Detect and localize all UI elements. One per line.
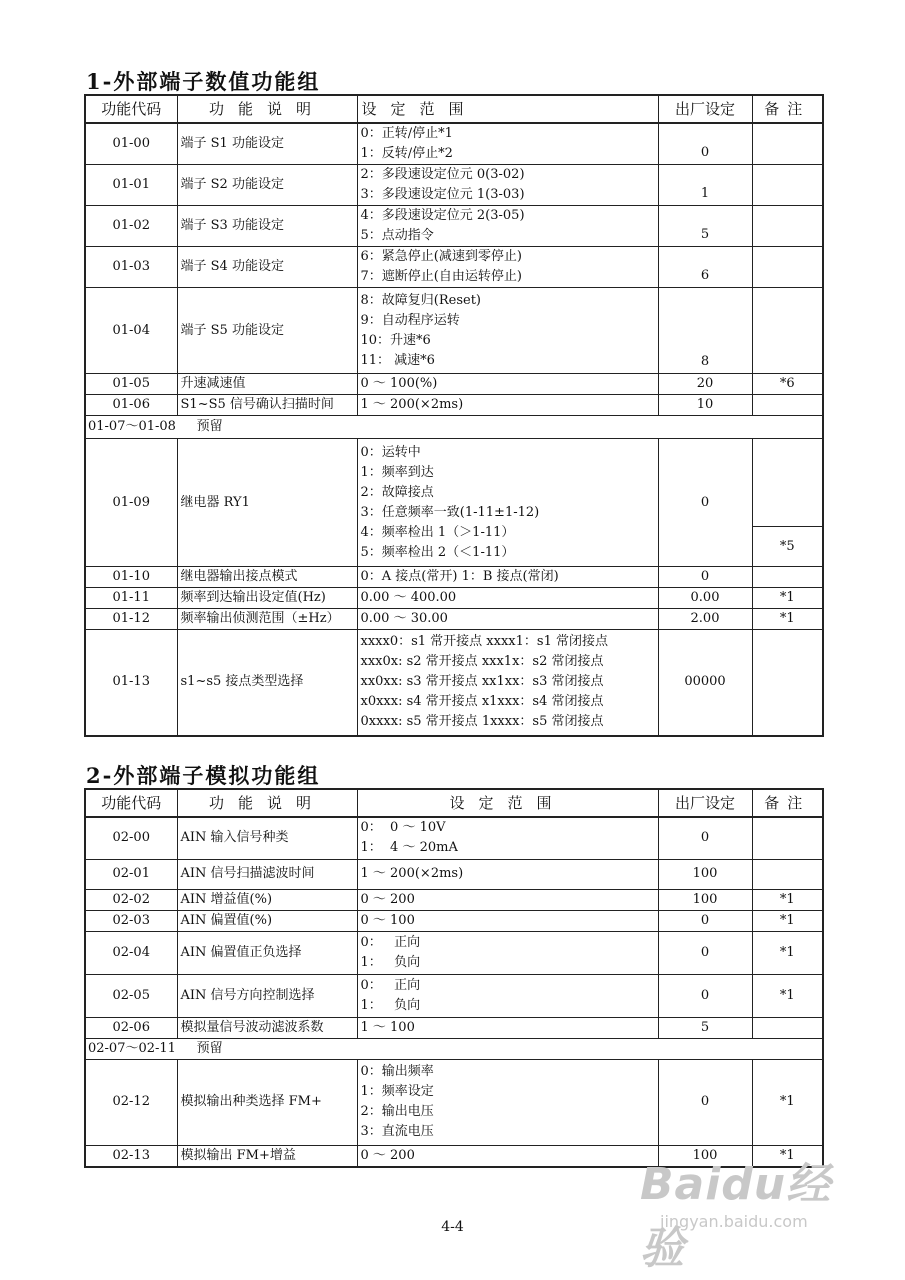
- param-name: s1~s5 接点类型选择: [177, 630, 357, 736]
- param-name: AIN 信号方向控制选择: [177, 974, 357, 1017]
- section2-title: 2-外部端子模拟功能组: [86, 763, 321, 788]
- param-default: 100: [658, 889, 752, 910]
- param-code: 01-03: [85, 247, 177, 288]
- param-default: 0.00: [658, 588, 752, 609]
- param-code: 01-10: [85, 567, 177, 588]
- param-range: 4：多段速设定位元 2(3-05) 5：点动指令: [357, 206, 658, 247]
- param-note: *1: [752, 1145, 823, 1167]
- param-note: [752, 1017, 823, 1038]
- param-range: 0：A 接点(常开) 1：B 接点(常闭): [357, 567, 658, 588]
- param-name: 端子 S5 功能设定: [177, 288, 357, 374]
- param-note: [752, 630, 823, 736]
- param-range: 2：多段速设定位元 0(3-02) 3：多段速设定位元 1(3-03): [357, 165, 658, 206]
- param-note-empty: [752, 439, 823, 527]
- param-note: [752, 817, 823, 859]
- param-code: 01-12: [85, 609, 177, 630]
- param-code: 01-09: [85, 439, 177, 567]
- param-range: 0：输出频率 1：频率设定 2：输出电压 3：直流电压: [357, 1059, 658, 1145]
- param-name: 升速减速值: [177, 374, 357, 395]
- param-default: 100: [658, 1145, 752, 1167]
- table-row: [85, 288, 823, 374]
- param-default: 0: [658, 817, 752, 859]
- param-code: 01-05: [85, 374, 177, 395]
- param-range: 1 ～ 100: [357, 1017, 658, 1038]
- param-default: 100: [658, 859, 752, 889]
- param-name: AIN 增益值(%): [177, 889, 357, 910]
- param-default: 0: [658, 910, 752, 931]
- param-range: 0： 0 ～ 10V 1： 4 ～ 20mA: [357, 817, 658, 859]
- header-default: 出厂设定: [658, 789, 752, 817]
- param-note: [752, 567, 823, 588]
- param-default: 5: [658, 206, 752, 247]
- param-note: [752, 123, 823, 165]
- table-row: [85, 817, 823, 859]
- param-code: 02-12: [85, 1059, 177, 1145]
- param-range: 0.00 ～ 400.00: [357, 588, 658, 609]
- header-code: 功能代码: [85, 95, 177, 123]
- terminal-analog-table: [84, 788, 824, 1168]
- param-name: 模拟输出 FM+增益: [177, 1145, 357, 1167]
- param-range: 0：运转中 1：频率到达 2：故障接点 3：任意频率一致(1-11±1-12) 4：频率检出 1（＞1-11） 5：频率检出 2（＜1-11）: [357, 439, 658, 567]
- table-row: [85, 974, 823, 1017]
- table-row: [85, 247, 823, 288]
- param-range: 0：正转/停止*1 1：反转/停止*2: [357, 123, 658, 165]
- param-name: 端子 S1 功能设定: [177, 123, 357, 165]
- param-note: [752, 395, 823, 416]
- table-row: [85, 1059, 823, 1145]
- param-code: 02-03: [85, 910, 177, 931]
- table-row: [85, 889, 823, 910]
- param-note: [752, 206, 823, 247]
- param-name: 端子 S2 功能设定: [177, 165, 357, 206]
- param-name: 模拟输出种类选择 FM+: [177, 1059, 357, 1145]
- param-range: 1 ～ 200(×2ms): [357, 395, 658, 416]
- table-row: [85, 374, 823, 395]
- table-row: [85, 439, 823, 527]
- param-note: *6: [752, 374, 823, 395]
- header-note: 备注: [752, 789, 823, 817]
- table-row: [85, 206, 823, 247]
- param-name: AIN 偏置值(%): [177, 910, 357, 931]
- watermark-logo: Baidu经验: [640, 1159, 832, 1274]
- table-row: [85, 859, 823, 889]
- param-note: [752, 288, 823, 374]
- reserved-label: 01-07～01-08 预留: [85, 416, 823, 439]
- param-name: AIN 输入信号种类: [177, 817, 357, 859]
- header-code: 功能代码: [85, 789, 177, 817]
- param-default: 1: [658, 165, 752, 206]
- param-name: S1~S5 信号确认扫描时间: [177, 395, 357, 416]
- param-default: 8: [658, 288, 752, 374]
- reserved-row: [85, 416, 823, 439]
- param-range: 0： 正向 1： 负向: [357, 974, 658, 1017]
- table-row: [85, 609, 823, 630]
- table-row: [85, 910, 823, 931]
- param-code: 01-02: [85, 206, 177, 247]
- param-default: 0: [658, 567, 752, 588]
- param-name: 端子 S4 功能设定: [177, 247, 357, 288]
- param-code: 02-05: [85, 974, 177, 1017]
- param-range: 0 ～ 100: [357, 910, 658, 931]
- param-note: *1: [752, 931, 823, 974]
- param-code: 01-11: [85, 588, 177, 609]
- param-name: 继电器输出接点模式: [177, 567, 357, 588]
- param-code: 02-06: [85, 1017, 177, 1038]
- param-default: 0: [658, 931, 752, 974]
- param-default: 6: [658, 247, 752, 288]
- param-note: *1: [752, 609, 823, 630]
- param-code: 01-04: [85, 288, 177, 374]
- table-row: [85, 123, 823, 165]
- header-name: 功能说明: [177, 789, 357, 817]
- param-default: 10: [658, 395, 752, 416]
- param-code: 02-01: [85, 859, 177, 889]
- param-range: 1 ～ 200(×2ms): [357, 859, 658, 889]
- param-default: 00000: [658, 630, 752, 736]
- table-row: [85, 567, 823, 588]
- reserved-label: 02-07～02-11 预留: [85, 1038, 823, 1059]
- param-note: *1: [752, 974, 823, 1017]
- param-default: 0: [658, 439, 752, 567]
- param-code: 02-04: [85, 931, 177, 974]
- table-row: [85, 395, 823, 416]
- param-name: 继电器 RY1: [177, 439, 357, 567]
- param-range: 0 ～ 100(%): [357, 374, 658, 395]
- watermark-url: jingyan.baidu.com: [660, 1212, 808, 1231]
- param-default: 0: [658, 1059, 752, 1145]
- reserved-row: [85, 1038, 823, 1059]
- header-name: 功能说明: [177, 95, 357, 123]
- param-code: 01-00: [85, 123, 177, 165]
- param-name: AIN 信号扫描滤波时间: [177, 859, 357, 889]
- param-range: 0 ～ 200: [357, 1145, 658, 1167]
- param-code: 01-01: [85, 165, 177, 206]
- param-name: 端子 S3 功能设定: [177, 206, 357, 247]
- header-range: 设定范围: [357, 789, 658, 817]
- header-default: 出厂设定: [658, 95, 752, 123]
- param-default: 0: [658, 123, 752, 165]
- param-note: *1: [752, 910, 823, 931]
- terminal-digital-table: [84, 94, 824, 737]
- header-range: 设定范围: [357, 95, 658, 123]
- param-note: *1: [752, 889, 823, 910]
- page-number: 4-4: [441, 1219, 464, 1235]
- param-code: 01-06: [85, 395, 177, 416]
- param-range: 0.00 ～ 30.00: [357, 609, 658, 630]
- param-range: 0： 正向 1： 负向: [357, 931, 658, 974]
- param-default: 20: [658, 374, 752, 395]
- param-code: 02-02: [85, 889, 177, 910]
- table-header: [85, 789, 823, 817]
- param-range: 0 ～ 200: [357, 889, 658, 910]
- table-row: [85, 931, 823, 974]
- param-name: 频率到达输出设定值(Hz): [177, 588, 357, 609]
- param-range: 8：故障复归(Reset) 9：自动程序运转 10：升速*6 11： 减速*6: [357, 288, 658, 374]
- param-code: 01-13: [85, 630, 177, 736]
- table-header: [85, 95, 823, 123]
- header-note: 备注: [752, 95, 823, 123]
- param-range: 6：紧急停止(减速到零停止) 7：遮断停止(自由运转停止): [357, 247, 658, 288]
- param-default: 5: [658, 1017, 752, 1038]
- param-note: [752, 165, 823, 206]
- param-default: 0: [658, 974, 752, 1017]
- param-note: [752, 859, 823, 889]
- param-note: *5: [752, 527, 823, 567]
- param-note: *1: [752, 1059, 823, 1145]
- param-name: 模拟量信号波动滤波系数: [177, 1017, 357, 1038]
- param-note: *1: [752, 588, 823, 609]
- param-code: 02-00: [85, 817, 177, 859]
- param-code: 02-13: [85, 1145, 177, 1167]
- param-name: 频率输出侦测范围（±Hz）: [177, 609, 357, 630]
- table-row: [85, 165, 823, 206]
- param-default: 2.00: [658, 609, 752, 630]
- param-name: AIN 偏置值正负选择: [177, 931, 357, 974]
- table-row: [85, 1017, 823, 1038]
- table-row: [85, 588, 823, 609]
- section1-title: 1-外部端子数值功能组: [86, 69, 321, 94]
- param-note: [752, 247, 823, 288]
- table-row: [85, 630, 823, 736]
- param-range: xxxx0：s1 常开接点 xxxx1：s1 常闭接点 xxx0x: s2 常开接点 xxx1x：s2 常闭接点 xx0xx: s3 常开接点 xx1xx：s3 常闭接点 x0xxx: s4 常开接点 x1xxx：s4 常闭接点 0xxxx: s5 常开接点 1xxxx：s5 常闭接点: [357, 630, 658, 736]
